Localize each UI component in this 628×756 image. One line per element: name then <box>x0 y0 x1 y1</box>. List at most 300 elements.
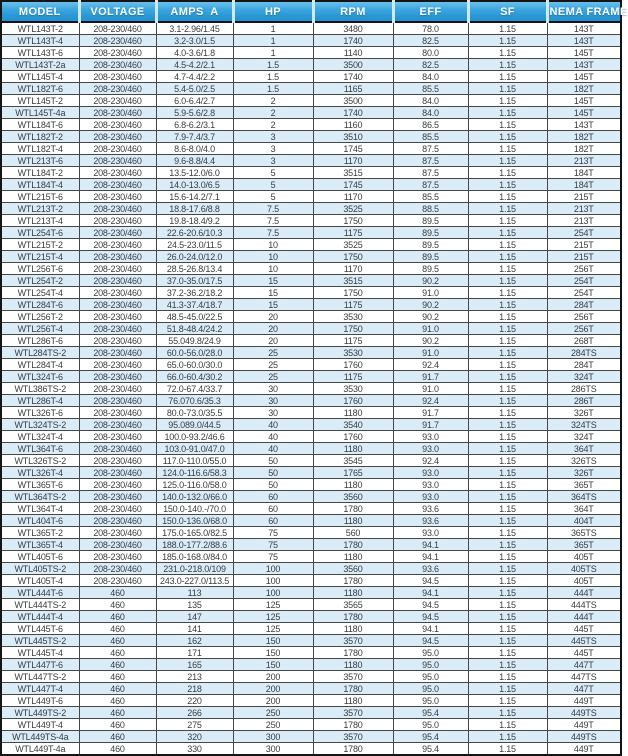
cell: 1175 <box>313 371 393 383</box>
cell: 208-230/460 <box>79 47 156 59</box>
cell: 95.0 <box>393 647 468 659</box>
cell: 20 <box>233 335 313 347</box>
cell: 266 <box>156 707 233 719</box>
cell: 89.5 <box>393 251 468 263</box>
cell: 182T <box>547 83 621 95</box>
table-row <box>1 83 621 95</box>
cell: 1.15 <box>468 227 547 239</box>
cell: 90.2 <box>393 335 468 347</box>
cell: 447TS <box>547 671 621 683</box>
cell: 94.5 <box>393 611 468 623</box>
cell: 1.15 <box>468 311 547 323</box>
cell: 162 <box>156 635 233 647</box>
cell: 208-230/460 <box>79 359 156 371</box>
cell: 208-230/460 <box>79 275 156 287</box>
cell: 1180 <box>313 443 393 455</box>
cell: 10 <box>233 239 313 251</box>
cell: 324TS <box>547 419 621 431</box>
cell: 208-230/460 <box>79 287 156 299</box>
cell: 1.15 <box>468 551 547 563</box>
cell: 215T <box>547 191 621 203</box>
cell: 30 <box>233 383 313 395</box>
cell: 95.089.0/44.5 <box>156 419 233 431</box>
cell: 4.5-4.2/2.1 <box>156 59 233 71</box>
cell: 125 <box>233 599 313 611</box>
cell: WTL445T-4 <box>1 647 79 659</box>
cell: WTL364T-4 <box>1 503 79 515</box>
cell: WTL145T-4 <box>1 71 79 83</box>
cell: 175.0-165.0/82.5 <box>156 527 233 539</box>
cell: WTL284T-6 <box>1 299 79 311</box>
table-row <box>1 383 621 395</box>
cell: 1.15 <box>468 47 547 59</box>
cell: 1.15 <box>468 539 547 551</box>
cell: 90.2 <box>393 275 468 287</box>
cell: 91.0 <box>393 287 468 299</box>
cell: 300 <box>233 743 313 756</box>
cell: 1.15 <box>468 419 547 431</box>
cell: 1750 <box>313 251 393 263</box>
cell: 208-230/460 <box>79 479 156 491</box>
cell: 1.15 <box>468 575 547 587</box>
cell: 1.15 <box>468 215 547 227</box>
cell: 1180 <box>313 587 393 599</box>
cell: WTL386TS-2 <box>1 383 79 395</box>
cell: 3570 <box>313 707 393 719</box>
cell: 286T <box>547 395 621 407</box>
cell: 208-230/460 <box>79 95 156 107</box>
cell: 1.15 <box>468 407 547 419</box>
table-row <box>1 707 621 719</box>
table-row <box>1 203 621 215</box>
cell: 18.8-17.6/8.8 <box>156 203 233 215</box>
cell: 140.0-132.0/66.0 <box>156 491 233 503</box>
cell: 82.5 <box>393 59 468 71</box>
cell: 365T <box>547 479 621 491</box>
cell: 208-230/460 <box>79 419 156 431</box>
cell: 182T <box>547 143 621 155</box>
cell: 405T <box>547 551 621 563</box>
cell: 1750 <box>313 323 393 335</box>
cell: 1.15 <box>468 695 547 707</box>
column-header: VOLTAGE <box>79 1 156 22</box>
cell: 215T <box>547 239 621 251</box>
table-row <box>1 359 621 371</box>
cell: 10 <box>233 263 313 275</box>
table-row <box>1 467 621 479</box>
cell: 48.5-45.0/22.5 <box>156 311 233 323</box>
cell: 1.15 <box>468 587 547 599</box>
cell: 1.15 <box>468 719 547 731</box>
cell: 1.15 <box>468 731 547 743</box>
cell: 1.15 <box>468 527 547 539</box>
cell: 218 <box>156 683 233 695</box>
cell: 3530 <box>313 383 393 395</box>
cell: 460 <box>79 635 156 647</box>
cell: 1.15 <box>468 239 547 251</box>
cell: 1.15 <box>468 431 547 443</box>
cell: WTL405T-4 <box>1 575 79 587</box>
table-row <box>1 263 621 275</box>
cell: 208-230/460 <box>79 22 156 35</box>
cell: 1170 <box>313 155 393 167</box>
cell: 80.0 <box>393 47 468 59</box>
cell: 1.15 <box>468 179 547 191</box>
cell: 208-230/460 <box>79 107 156 119</box>
cell: WTL444TS-2 <box>1 599 79 611</box>
cell: 188.0-177.2/88.6 <box>156 539 233 551</box>
cell: 89.5 <box>393 227 468 239</box>
cell: 208-230/460 <box>79 575 156 587</box>
cell: 150.0-140.-/70.0 <box>156 503 233 515</box>
cell: 1780 <box>313 719 393 731</box>
cell: 124.0-116.6/58.3 <box>156 467 233 479</box>
cell: 95.4 <box>393 743 468 756</box>
cell: 50 <box>233 479 313 491</box>
cell: 90.2 <box>393 299 468 311</box>
table-row <box>1 443 621 455</box>
cell: 26.0-24.0/12.0 <box>156 251 233 263</box>
cell: 85.5 <box>393 131 468 143</box>
cell: 7.9-7.4/3.7 <box>156 131 233 143</box>
cell: 1.15 <box>468 95 547 107</box>
cell: 30 <box>233 395 313 407</box>
cell: 1.15 <box>468 275 547 287</box>
cell: 208-230/460 <box>79 395 156 407</box>
cell: 208-230/460 <box>79 131 156 143</box>
table-row <box>1 311 621 323</box>
cell: 1.15 <box>468 371 547 383</box>
cell: 460 <box>79 599 156 611</box>
cell: 1.5 <box>233 71 313 83</box>
cell: 125 <box>233 623 313 635</box>
table-row <box>1 239 621 251</box>
cell: 95.0 <box>393 719 468 731</box>
cell: 1.15 <box>468 22 547 35</box>
cell: WTL447T-4 <box>1 683 79 695</box>
cell: 1.15 <box>468 191 547 203</box>
cell: WTL449T-4a <box>1 743 79 756</box>
cell: 1.15 <box>468 323 547 335</box>
cell: 3.2-3.0/1.5 <box>156 35 233 47</box>
cell: 91.7 <box>393 407 468 419</box>
cell: 208-230/460 <box>79 239 156 251</box>
cell: 208-230/460 <box>79 347 156 359</box>
cell: 208-230/460 <box>79 167 156 179</box>
cell: 22.6-20.6/10.3 <box>156 227 233 239</box>
cell: 7.5 <box>233 215 313 227</box>
cell: 87.5 <box>393 179 468 191</box>
cell: 208-230/460 <box>79 563 156 575</box>
table-row <box>1 431 621 443</box>
table-row <box>1 71 621 83</box>
cell: 95.4 <box>393 707 468 719</box>
cell: 185.0-168.0/84.0 <box>156 551 233 563</box>
cell: 1780 <box>313 683 393 695</box>
table-row <box>1 743 621 756</box>
cell: 1.15 <box>468 71 547 83</box>
cell: 326T <box>547 407 621 419</box>
cell: 284T <box>547 359 621 371</box>
cell: 1140 <box>313 47 393 59</box>
cell: 200 <box>233 671 313 683</box>
cell: 208-230/460 <box>79 71 156 83</box>
cell: 364T <box>547 443 621 455</box>
cell: 72.0-67.4/33.7 <box>156 383 233 395</box>
cell: WTL184T-2 <box>1 167 79 179</box>
cell: 150.0-136.0/68.0 <box>156 515 233 527</box>
table-row <box>1 623 621 635</box>
cell: WTL143T-6 <box>1 47 79 59</box>
cell: 1.5 <box>233 59 313 71</box>
cell: 460 <box>79 719 156 731</box>
cell: WTL145T-2 <box>1 95 79 107</box>
cell: WTL365T-4 <box>1 539 79 551</box>
cell: 2 <box>233 119 313 131</box>
cell: 208-230/460 <box>79 119 156 131</box>
cell: 113 <box>156 587 233 599</box>
table-row <box>1 251 621 263</box>
table-row <box>1 659 621 671</box>
table-row <box>1 323 621 335</box>
cell: 1780 <box>313 503 393 515</box>
cell: 208-230/460 <box>79 203 156 215</box>
cell: 92.4 <box>393 359 468 371</box>
cell: 182T <box>547 131 621 143</box>
cell: WTL449T-6 <box>1 695 79 707</box>
table-row <box>1 395 621 407</box>
cell: 3530 <box>313 311 393 323</box>
cell: 30 <box>233 407 313 419</box>
cell: 84.0 <box>393 71 468 83</box>
cell: 28.5-26.8/13.4 <box>156 263 233 275</box>
cell: 93.0 <box>393 443 468 455</box>
cell: 449TS <box>547 707 621 719</box>
cell: 405TS <box>547 563 621 575</box>
cell: 1180 <box>313 515 393 527</box>
cell: 208-230/460 <box>79 299 156 311</box>
cell: 1175 <box>313 227 393 239</box>
cell: 365TS <box>547 527 621 539</box>
cell: 1180 <box>313 623 393 635</box>
cell: 95.0 <box>393 659 468 671</box>
cell: 80.0-73.0/35.5 <box>156 407 233 419</box>
cell: 184T <box>547 179 621 191</box>
cell: 25 <box>233 347 313 359</box>
cell: 60 <box>233 491 313 503</box>
cell: WTL405T-6 <box>1 551 79 563</box>
cell: 1740 <box>313 71 393 83</box>
cell: 1.15 <box>468 119 547 131</box>
table-row <box>1 455 621 467</box>
cell: WTL365T-6 <box>1 479 79 491</box>
cell: 103.0-91.0/47.0 <box>156 443 233 455</box>
cell: 15 <box>233 287 313 299</box>
cell: 150 <box>233 647 313 659</box>
cell: 4.7-4.4/2.2 <box>156 71 233 83</box>
cell: 200 <box>233 683 313 695</box>
cell: 1745 <box>313 179 393 191</box>
cell: 1780 <box>313 611 393 623</box>
cell: 1760 <box>313 359 393 371</box>
cell: WTL145T-4a <box>1 107 79 119</box>
cell: 1.15 <box>468 635 547 647</box>
cell: 208-230/460 <box>79 383 156 395</box>
cell: 1.15 <box>468 503 547 515</box>
cell: 93.0 <box>393 467 468 479</box>
cell: 3570 <box>313 671 393 683</box>
cell: 449T <box>547 695 621 707</box>
cell: 143T <box>547 35 621 47</box>
cell: 449TS <box>547 731 621 743</box>
cell: 1.15 <box>468 743 547 756</box>
cell: 24.5-23.0/11.5 <box>156 239 233 251</box>
table-row <box>1 539 621 551</box>
cell: WTL284T-4 <box>1 359 79 371</box>
cell: WTL215T-2 <box>1 239 79 251</box>
cell: 5 <box>233 167 313 179</box>
cell: WTL324T-6 <box>1 371 79 383</box>
cell: 1.15 <box>468 683 547 695</box>
cell: 460 <box>79 707 156 719</box>
cell: 88.5 <box>393 203 468 215</box>
cell: 208-230/460 <box>79 467 156 479</box>
cell: 20 <box>233 311 313 323</box>
cell: 1 <box>233 22 313 35</box>
cell: 1.15 <box>468 287 547 299</box>
cell: WTL213T-2 <box>1 203 79 215</box>
table-row <box>1 131 621 143</box>
cell: WTL445TS-2 <box>1 635 79 647</box>
cell: 213T <box>547 155 621 167</box>
cell: 15.6-14.2/7.1 <box>156 191 233 203</box>
cell: 444TS <box>547 599 621 611</box>
cell: 75 <box>233 551 313 563</box>
cell: 91.0 <box>393 347 468 359</box>
cell: WTL182T-6 <box>1 83 79 95</box>
cell: 208-230/460 <box>79 431 156 443</box>
cell: 93.0 <box>393 479 468 491</box>
cell: 3 <box>233 155 313 167</box>
cell: WTL444T-4 <box>1 611 79 623</box>
cell: 243.0-227.0/113.5 <box>156 575 233 587</box>
cell: 1.15 <box>468 299 547 311</box>
table-row <box>1 599 621 611</box>
cell: 93.0 <box>393 431 468 443</box>
cell: 91.7 <box>393 419 468 431</box>
cell: 143T <box>547 22 621 35</box>
cell: 3 <box>233 143 313 155</box>
cell: 324T <box>547 431 621 443</box>
cell: 84.0 <box>393 95 468 107</box>
cell: 405T <box>547 575 621 587</box>
cell: 404T <box>547 515 621 527</box>
cell: WTL143T-2a <box>1 59 79 71</box>
cell: 100 <box>233 575 313 587</box>
table-row <box>1 47 621 59</box>
cell: 15 <box>233 275 313 287</box>
cell: 145T <box>547 47 621 59</box>
cell: 220 <box>156 695 233 707</box>
cell: 1.15 <box>468 659 547 671</box>
cell: 364T <box>547 503 621 515</box>
cell: 1180 <box>313 407 393 419</box>
cell: 254T <box>547 287 621 299</box>
cell: 1.5 <box>233 83 313 95</box>
cell: 1780 <box>313 575 393 587</box>
cell: 254T <box>547 275 621 287</box>
cell: 208-230/460 <box>79 503 156 515</box>
table-row <box>1 479 621 491</box>
cell: WTL182T-2 <box>1 131 79 143</box>
cell: 125 <box>233 611 313 623</box>
table-row <box>1 683 621 695</box>
cell: 9.6-8.8/4.4 <box>156 155 233 167</box>
cell: 91.7 <box>393 371 468 383</box>
cell: 60 <box>233 503 313 515</box>
cell: 208-230/460 <box>79 515 156 527</box>
cell: 5.9-5.6/2.8 <box>156 107 233 119</box>
cell: 460 <box>79 623 156 635</box>
cell: 15 <box>233 299 313 311</box>
cell: 445T <box>547 647 621 659</box>
cell: 125.0-116.0/58.0 <box>156 479 233 491</box>
cell: WTL256T-4 <box>1 323 79 335</box>
cell: 208-230/460 <box>79 263 156 275</box>
cell: 1.15 <box>468 35 547 47</box>
cell: 89.5 <box>393 215 468 227</box>
cell: 1 <box>233 35 313 47</box>
cell: WTL254T-4 <box>1 287 79 299</box>
cell: WTL184T-6 <box>1 119 79 131</box>
cell: 3525 <box>313 203 393 215</box>
cell: 65.0-60.0/30.0 <box>156 359 233 371</box>
cell: 1.15 <box>468 395 547 407</box>
cell: 76.070.6/35.3 <box>156 395 233 407</box>
cell: 208-230/460 <box>79 335 156 347</box>
cell: 1180 <box>313 551 393 563</box>
table-row <box>1 227 621 239</box>
cell: 94.1 <box>393 551 468 563</box>
table-row <box>1 59 621 71</box>
cell: 55.049.8/24.9 <box>156 335 233 347</box>
column-header: NEMA FRAME <box>547 1 621 22</box>
cell: WTL449TS-2 <box>1 707 79 719</box>
cell: 208-230/460 <box>79 455 156 467</box>
cell: 460 <box>79 587 156 599</box>
cell: WTL213T-6 <box>1 155 79 167</box>
cell: WTL326TS-2 <box>1 455 79 467</box>
table-row <box>1 215 621 227</box>
cell: 284T <box>547 299 621 311</box>
cell: WTL256T-2 <box>1 311 79 323</box>
cell: WTL256T-6 <box>1 263 79 275</box>
cell: 1745 <box>313 143 393 155</box>
cell: 1.15 <box>468 359 547 371</box>
cell: 5 <box>233 179 313 191</box>
table-row <box>1 419 621 431</box>
cell: 40 <box>233 431 313 443</box>
table-row <box>1 95 621 107</box>
cell: WTL445T-6 <box>1 623 79 635</box>
cell: 1.15 <box>468 491 547 503</box>
cell: 40 <box>233 443 313 455</box>
cell: 3530 <box>313 347 393 359</box>
table-row <box>1 287 621 299</box>
cell: 3525 <box>313 239 393 251</box>
table-row <box>1 491 621 503</box>
cell: 208-230/460 <box>79 539 156 551</box>
